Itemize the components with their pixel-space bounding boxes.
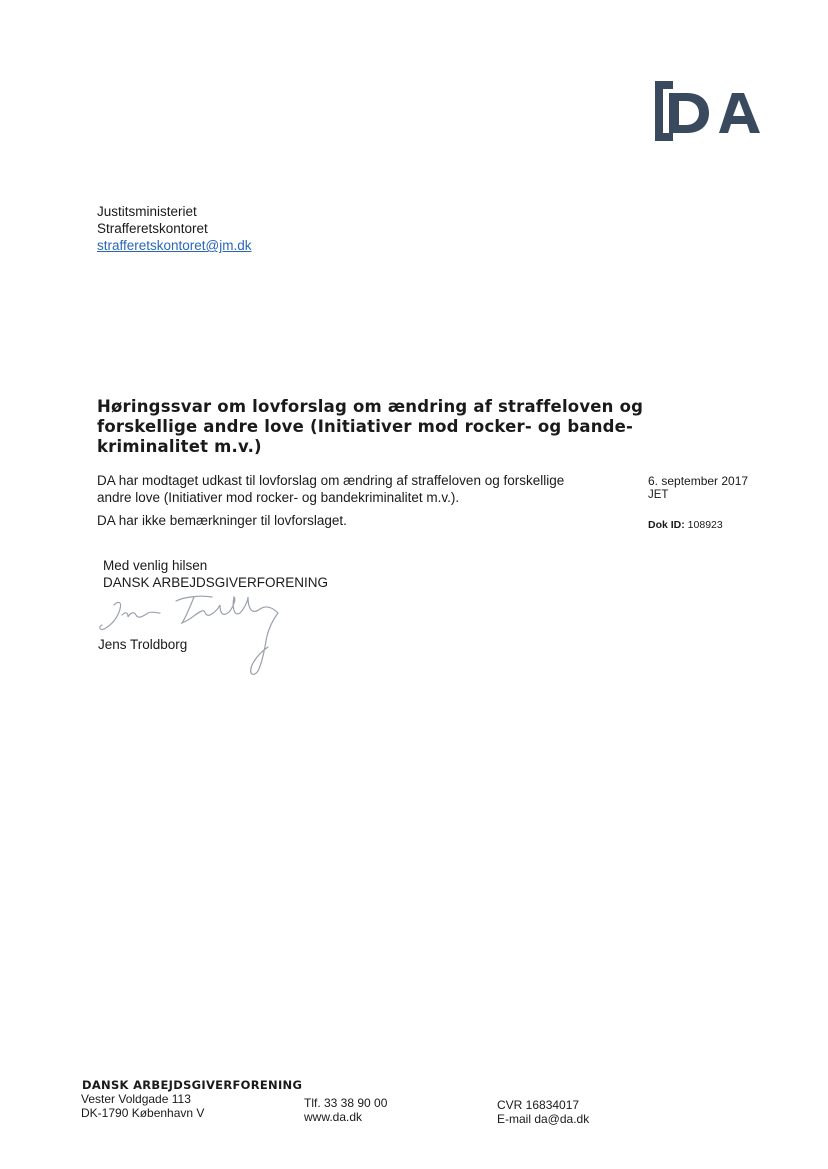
document-id: [648, 518, 808, 532]
footer-cvr: CVR 16834017: [497, 1098, 580, 1112]
footer-phone: Tlf. 33 38 90 00: [304, 1096, 388, 1110]
closing-organization: DANSK ARBEJDSGIVERFORENING: [103, 575, 329, 590]
footer-organization: DANSK ARBEJDSGIVERFORENING: [82, 1078, 303, 1092]
recipient-ministry: Justitsministeriet: [97, 204, 197, 219]
letter-metadata: [648, 474, 808, 532]
closing-greeting: Med venlig hilsen: [103, 558, 208, 573]
letter-date: 6. september 2017: [648, 474, 749, 488]
letter-body: [97, 472, 642, 529]
body-paragraph-1-line-1: DA har modtaget udkast til lovforslag om ændring af straffeloven og forskellige: [97, 473, 565, 488]
handwritten-signature: [92, 591, 292, 676]
heading-line-3: kriminalitet m.v.): [97, 437, 262, 456]
footer-email-link[interactable]: E-mail da@da.dk: [497, 1112, 590, 1126]
body-paragraph-2: DA har ikke bemærkninger til lovforslaget.: [97, 513, 347, 528]
heading-line-1: Høringssvar om lovforslag om ændring af straffeloven og: [97, 397, 644, 416]
body-paragraph-1: [97, 472, 642, 506]
footer-registration: [497, 1098, 589, 1126]
author-initials: JET: [648, 489, 669, 501]
signature-graphic: [92, 591, 292, 676]
body-paragraph-1-line-2: andre love (Initiativer mod rocker- og bandekriminalitet m.v.).: [97, 490, 460, 505]
closing-block: [103, 557, 328, 591]
document-id-value: 108923: [687, 519, 723, 531]
footer-address: [81, 1092, 204, 1120]
recipient-block: [97, 203, 252, 254]
signer-name: Jens Troldborg: [98, 637, 188, 652]
da-logo-graphic: [653, 79, 763, 143]
letter-footer: [80, 1078, 780, 1138]
footer-website-link[interactable]: www.da.dk: [304, 1110, 363, 1124]
recipient-office: Strafferetskontoret: [97, 221, 208, 236]
da-logo: [653, 79, 763, 143]
footer-address-street: Vester Voldgade 113: [81, 1092, 191, 1106]
footer-address-city: DK-1790 København V: [81, 1106, 205, 1120]
document-id-label: Dok ID:: [648, 519, 685, 531]
heading-line-2: forskellige andre love (Initiativer mod rocker- og bande-: [97, 417, 634, 436]
letter-heading: [97, 397, 644, 457]
footer-contact: [304, 1096, 387, 1124]
recipient-email-link[interactable]: strafferetskontoret@jm.dk: [97, 238, 252, 253]
